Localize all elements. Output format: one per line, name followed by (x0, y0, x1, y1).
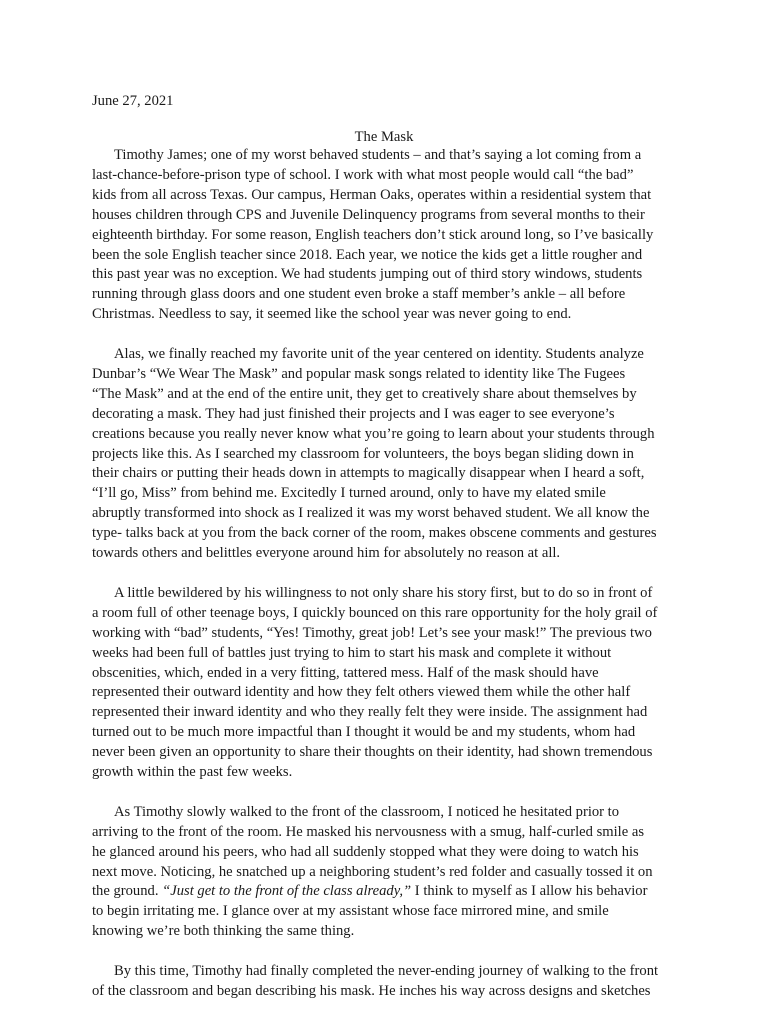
document-body (92, 146, 692, 1022)
document-title: The Mask (354, 129, 414, 145)
text-line: never been given an opportunity to share their thoughts on their identity, had shown tremendous (92, 744, 653, 761)
text-line: Timothy James; one of my worst behaved students – and that’s saying a lot coming from a (114, 147, 642, 163)
text-line: kids from all across Texas. Our campus, Herman Oaks, operates within a residential system that (92, 186, 652, 203)
text-line: of the classroom and began describing his mask. He inches his way across designs and sketches (92, 983, 651, 999)
text-line: towards others and belittles everyone around him for absolutely no reason at all. (92, 545, 561, 562)
text-line: eighteenth birthday. For some reason, English teachers don’t stick around long, so I’ve basically (92, 226, 654, 243)
text-line: their chairs or putting their heads down in attempts to magically disappear when I heard a soft, (92, 465, 645, 482)
text-line: As Timothy slowly walked to the front of the classroom, I noticed he hesitated prior to (114, 803, 620, 820)
text-line: obscenities, which, ended in a very fitting, tattered mess. Half of the mask should have (92, 664, 599, 681)
text-line: houses children through CPS and Juvenile Delinquency programs from several months to their (92, 206, 645, 223)
text-line: Dunbar’s “We Wear The Mask” and popular mask songs related to identity like The Fugees (92, 365, 626, 382)
text-line: been the sole English teacher since 2018. Each year, we notice the kids get a little rougher and (92, 246, 643, 263)
text-line: a room full of other teenage boys, I quickly bounced on this rare opportunity for the holy grail of (92, 604, 658, 621)
text-line: the ground. “Just get to the front of the class already,” I think to myself as I allow his behavior (92, 883, 648, 900)
text-line: Alas, we finally reached my favorite unit of the year centered on identity. Students analyze (114, 346, 644, 363)
paragraph (92, 962, 692, 1002)
text-line: “The Mask” and at the end of the entire unit, they get to creatively share about themselves by (92, 385, 637, 402)
text-line: this past year was no exception. We had students jumping out of third story windows, students (92, 266, 643, 283)
text-line: running through glass doors and one student even broke a staff member’s ankle – all before (92, 286, 626, 303)
text-line: growth within the past few weeks. (92, 764, 293, 781)
text-line: working with “bad” students, “Yes! Timothy, great job! Let’s see your mask!” The previous two (92, 624, 652, 641)
text-line: represented their inward identity and who they really felt they were inside. The assignment had (92, 704, 648, 721)
text-line: to begin irritating me. I glance over at my assistant whose face mirrored mine, and smile (92, 903, 609, 920)
text-line: arriving to the front of the room. He masked his nervousness with a smug, half-curled smile as (92, 823, 645, 840)
text-line: decorating a mask. They had just finished their projects and I was eager to see everyone’s (92, 405, 615, 422)
text-line: “I’ll go, Miss” from behind me. Excitedly I turned around, only to have my elated smile (92, 485, 606, 502)
text-line: abruptly transformed into shock as I realized it was my worst behaved student. We all know the (92, 505, 650, 522)
text-line: turned out to be much more impactful than I thought it would be and my students, whom had (92, 724, 636, 741)
text-line: next move. Noticing, he snatched up a neighboring student’s red folder and casually tossed it on (92, 863, 653, 880)
text-line: A little bewildered by his willingness to not only share his story first, but to do so in front of (114, 584, 653, 601)
paragraph (92, 803, 692, 942)
paragraph (92, 146, 692, 325)
italic-quote: “Just get to the front of the class already,” (162, 883, 412, 900)
text-line: creations because you really never know what you’re going to learn about your students through (92, 425, 655, 442)
text-line: he glanced around his peers, who had all suddenly stopped what they were doing to watch his (92, 843, 639, 860)
text-line: weeks had been full of battles just trying to him to start his mask and complete it without (92, 644, 612, 661)
text-line: last-chance-before-prison type of school. I work with what most people would call “the bad” (92, 166, 634, 183)
text-line: Christmas. Needless to say, it seemed like the school year was never going to end. (92, 306, 572, 323)
text-line: represented their outward identity and how they felt others viewed them while the other half (92, 684, 631, 701)
text-line: type- talks back at you from the back corner of the room, makes obscene comments and gestures (92, 525, 657, 542)
text-line: projects like this. As I searched my classroom for volunteers, the boys began sliding down in (92, 445, 634, 462)
text-line: By this time, Timothy had finally completed the never-ending journey of walking to the front (114, 963, 659, 980)
text-line: knowing we’re both thinking the same thing. (92, 923, 355, 940)
paragraph (92, 584, 692, 783)
paragraph (92, 345, 692, 564)
document-date: June 27, 2021 (92, 93, 174, 109)
